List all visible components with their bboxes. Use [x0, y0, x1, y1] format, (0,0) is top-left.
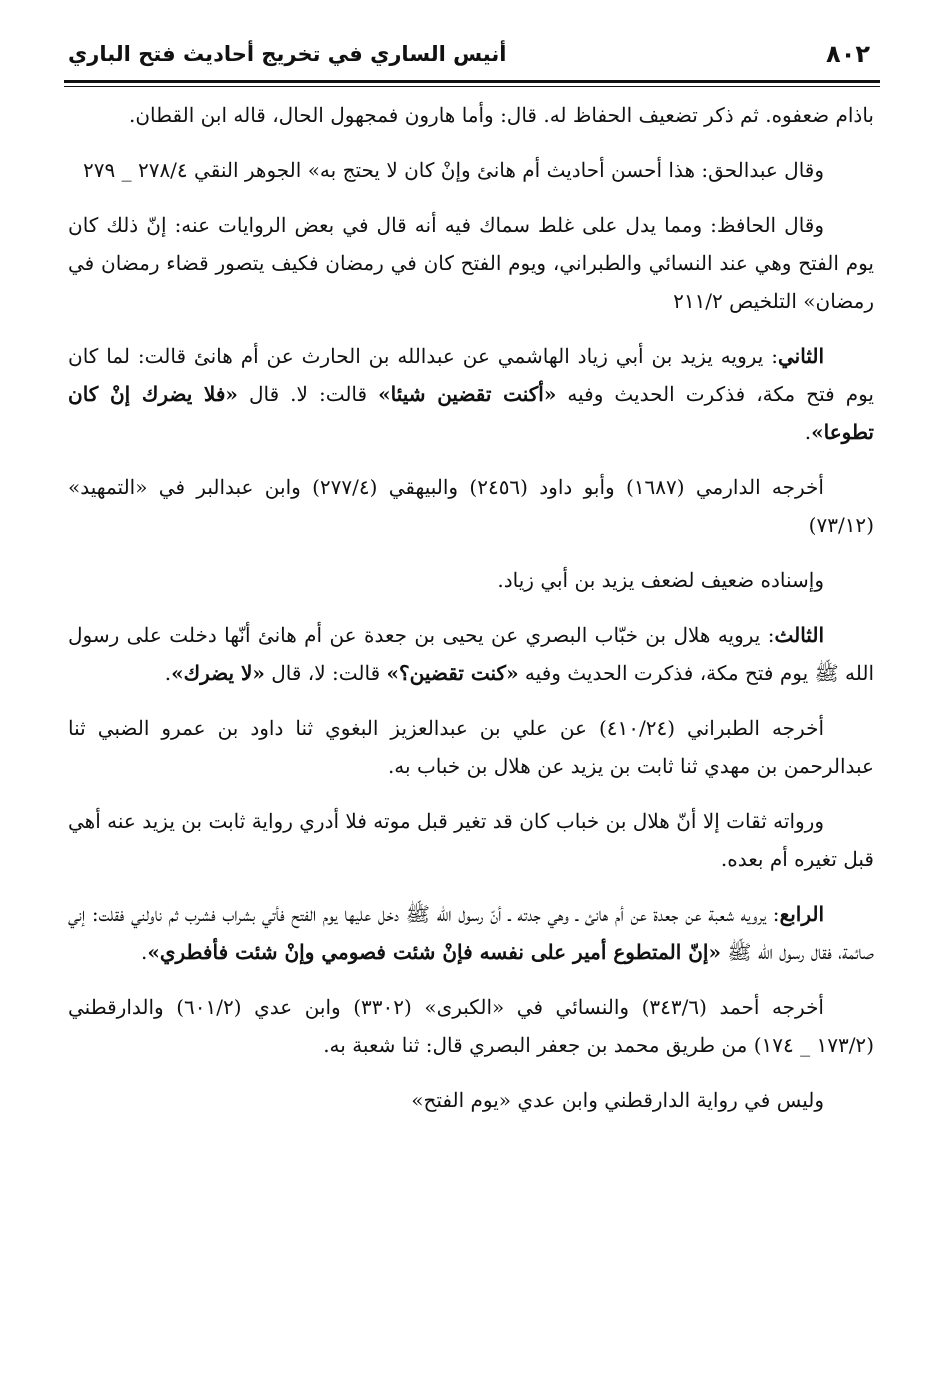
book-title: أنيس الساري في تخريج أحاديث فتح الباري — [68, 42, 507, 66]
paragraph-text: قالت: لا. قال — [237, 382, 379, 406]
paragraph-text: . — [140, 940, 148, 964]
hadith-quote: «كنت تقضين؟» — [386, 661, 519, 685]
paragraph: أخرجه الطبراني (٤١٠/٢٤) عن علي بن عبدالعزيز البغوي ثنا داود بن عمرو الضبي ثنا عبدالرحمن بن مهدي ثنا ثابت بن يزيد عن هلال بن خباب به. — [68, 716, 874, 778]
paragraph-text: قالت: لا، قال — [264, 661, 387, 685]
paragraph: وقال عبدالحق: هذا أحسن أحاديث أم هانئ وإنْ كان لا يحتج به» الجوهر النقي ٢٧٨/٤ _ ٢٧٩ — [83, 158, 824, 182]
section-heading: الرابع — [779, 902, 825, 926]
paragraph-text: : يرويه يزيد بن أبي زياد الهاشمي عن عبدالله بن الحارث عن أم هانئ قالت: لما كان يوم فتح مكة، فذكرت الحديث وفيه — [68, 344, 874, 406]
paragraph-text: : يرويه شعبة عن جعدة عن أم هانئ ـ وهي جدته ـ أنّ رسول الله ﷺ دخل عليها يوم الفتح فأتي بشراب فشرب ثم ناولني فقلت: إني صائمة، فقال رسول الله ﷺ — [68, 902, 874, 964]
paragraph: باذام ضعفوه. ثم ذكر تضعيف الحفاظ له. قال: وأما هارون فمجهول الحال، قاله ابن القطان. — [129, 103, 874, 127]
paragraph: وليس في رواية الدارقطني وابن عدي «يوم الفتح» — [411, 1088, 824, 1112]
page-header — [68, 36, 874, 76]
hadith-quote: «فلا يضرك إنْ كان تطوعا» — [68, 382, 874, 444]
page-number: ٨٠٢ — [826, 40, 870, 68]
header-rule-thin — [64, 86, 880, 87]
paragraph-text: . — [804, 420, 812, 444]
paragraph: أخرجه الدارمي (١٦٨٧) وأبو داود (٢٤٥٦) والبيهقي (٢٧٧/٤) وابن عبدالبر في «التمهيد» (٧٣/١٢) — [68, 475, 874, 537]
section-heading: الثاني — [777, 344, 824, 368]
paragraph-text: . — [164, 661, 172, 685]
paragraph — [68, 616, 874, 692]
body-text — [68, 96, 874, 1136]
paragraph: أخرجه أحمد (٣٤٣/٦) والنسائي في «الكبرى» (٣٣٠٢) وابن عدي (٦٠١/٢) والدارقطني (١٧٣/٢ _ ١٧٤) من طريق محمد بن جعفر البصري قال: ثنا شعبة به. — [68, 995, 874, 1057]
hadith-quote: «إنّ المتطوع أمير على نفسه فإنْ شئت فصومي وإنْ شئت فأفطري» — [147, 940, 721, 964]
paragraph: وإسناده ضعيف لضعف يزيد بن أبي زياد. — [497, 568, 824, 592]
paragraph — [68, 337, 874, 451]
paragraph: وقال الحافظ: ومما يدل على غلط سماك فيه أنه قال في بعض الروايات عنه: إنّ ذلك كان يوم الفتح وهي عند النسائي والطبراني، ويوم الفتح كان في رمضان فكيف يتصور قضاء رمضان في رمضان» التلخيص ٢١١/٢ — [68, 213, 874, 313]
header-rule — [64, 80, 880, 83]
paragraph-text: : يرويه هلال بن خبّاب البصري عن يحيى بن جعدة عن أم هانئ أنّها دخلت على رسول الله ﷺ يوم فتح مكة، فذكرت الحديث وفيه — [68, 623, 874, 685]
hadith-quote: «أكنت تقضين شيئا» — [378, 382, 557, 406]
hadith-quote: «لا يضرك» — [171, 661, 265, 685]
section-heading: الثالث — [774, 623, 824, 647]
paragraph: ورواته ثقات إلا أنّ هلال بن خباب كان قد تغير قبل موته فلا أدري رواية ثابت بن يزيد عنه أهي قبل تغيره أم بعده. — [68, 809, 874, 871]
document-page — [68, 0, 874, 1383]
paragraph — [68, 895, 874, 971]
